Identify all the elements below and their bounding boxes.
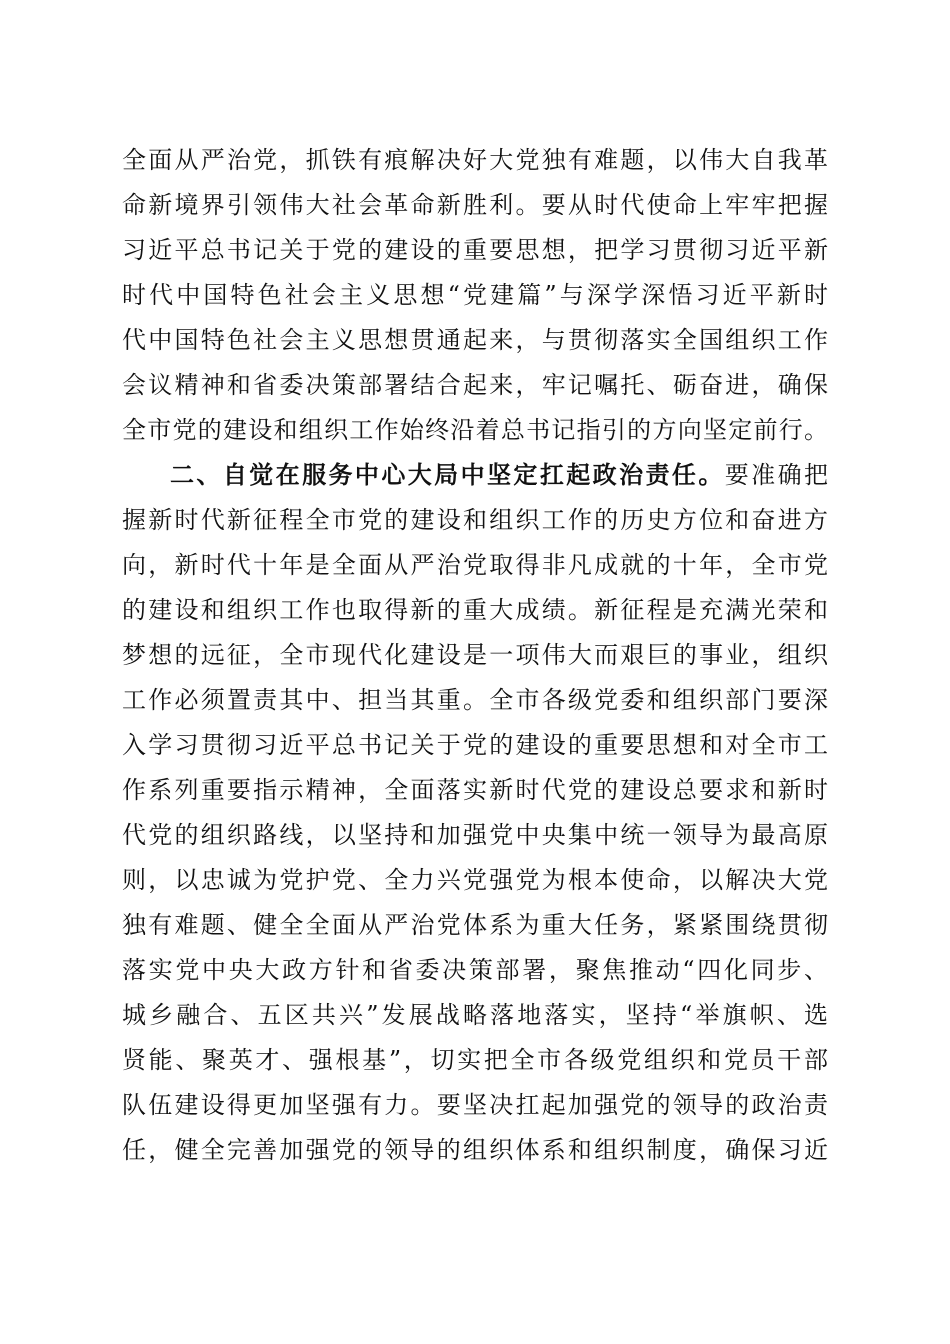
text-line: 落实党中央大政方针和省委决策部署，聚焦推动“四化同步、 bbox=[122, 956, 828, 984]
text-line: 会议精神和省委决策部署结合起来，牢记嘱托、砺奋进，确保 bbox=[122, 371, 828, 399]
text-line: 握新时代新征程全市党的建设和组织工作的历史方位和奋进方 bbox=[122, 506, 828, 534]
text-line: 代中国特色社会主义思想贯通起来，与贯彻落实全国组织工作 bbox=[122, 326, 828, 354]
text-line: 命新境界引领伟大社会革命新胜利。要从时代使命上牢牢把握 bbox=[122, 191, 828, 219]
text-line: 向，新时代十年是全面从严治党取得非凡成就的十年，全市党 bbox=[122, 551, 828, 579]
text-line: 工作必须置责其中、担当其重。全市各级党委和组织部门要深 bbox=[122, 686, 828, 714]
text-line: 独有难题、健全全面从严治党体系为重大任务，紧紧围绕贯彻 bbox=[122, 911, 828, 939]
text-line: 入学习贯彻习近平总书记关于党的建设的重要思想和对全市工 bbox=[122, 731, 828, 759]
text-line: 代党的组织路线，以坚持和加强党中央集中统一领导为最高原 bbox=[122, 821, 828, 849]
text-line: 的建设和组织工作也取得新的重大成绩。新征程是充满光荣和 bbox=[122, 596, 828, 624]
text-line: 时代中国特色社会主义思想“党建篇”与深学深悟习近平新时 bbox=[122, 281, 828, 309]
text-line: 全面从严治党，抓铁有痕解决好大党独有难题，以伟大自我革 bbox=[122, 146, 828, 174]
text-line: 作系列重要指示精神，全面落实新时代党的建设总要求和新时 bbox=[122, 776, 828, 804]
text-line: 全市党的建设和组织工作始终沿着总书记指引的方向坚定前行。 bbox=[122, 416, 828, 444]
paragraph-2 bbox=[122, 453, 828, 1173]
text-line: 任，健全完善加强党的领导的组织体系和组织制度，确保习近 bbox=[122, 1136, 828, 1164]
text-line: 习近平总书记关于党的建设的重要思想，把学习贯彻习近平新 bbox=[122, 236, 828, 264]
text-line: 城乡融合、五区共兴”发展战略落地落实，坚持“举旗帜、选 bbox=[122, 1001, 828, 1029]
paragraph-2-first-line bbox=[122, 453, 828, 498]
text-line: 贤能、聚英才、强根基”，切实把全市各级党组织和党员干部 bbox=[122, 1046, 828, 1074]
section-heading: 二、自觉在服务中心大局中坚定扛起政治责任。 bbox=[170, 461, 725, 489]
document-body bbox=[122, 138, 828, 1173]
text-line: 队伍建设得更加坚强有力。要坚决扛起加强党的领导的政治责 bbox=[122, 1091, 828, 1119]
heading-line-continuation: 要准确把 bbox=[724, 461, 828, 489]
text-line: 梦想的远征，全市现代化建设是一项伟大而艰巨的事业，组织 bbox=[122, 641, 828, 669]
text-line: 则，以忠诚为党护党、全力兴党强党为根本使命，以解决大党 bbox=[122, 866, 828, 894]
paragraph-1 bbox=[122, 138, 828, 453]
